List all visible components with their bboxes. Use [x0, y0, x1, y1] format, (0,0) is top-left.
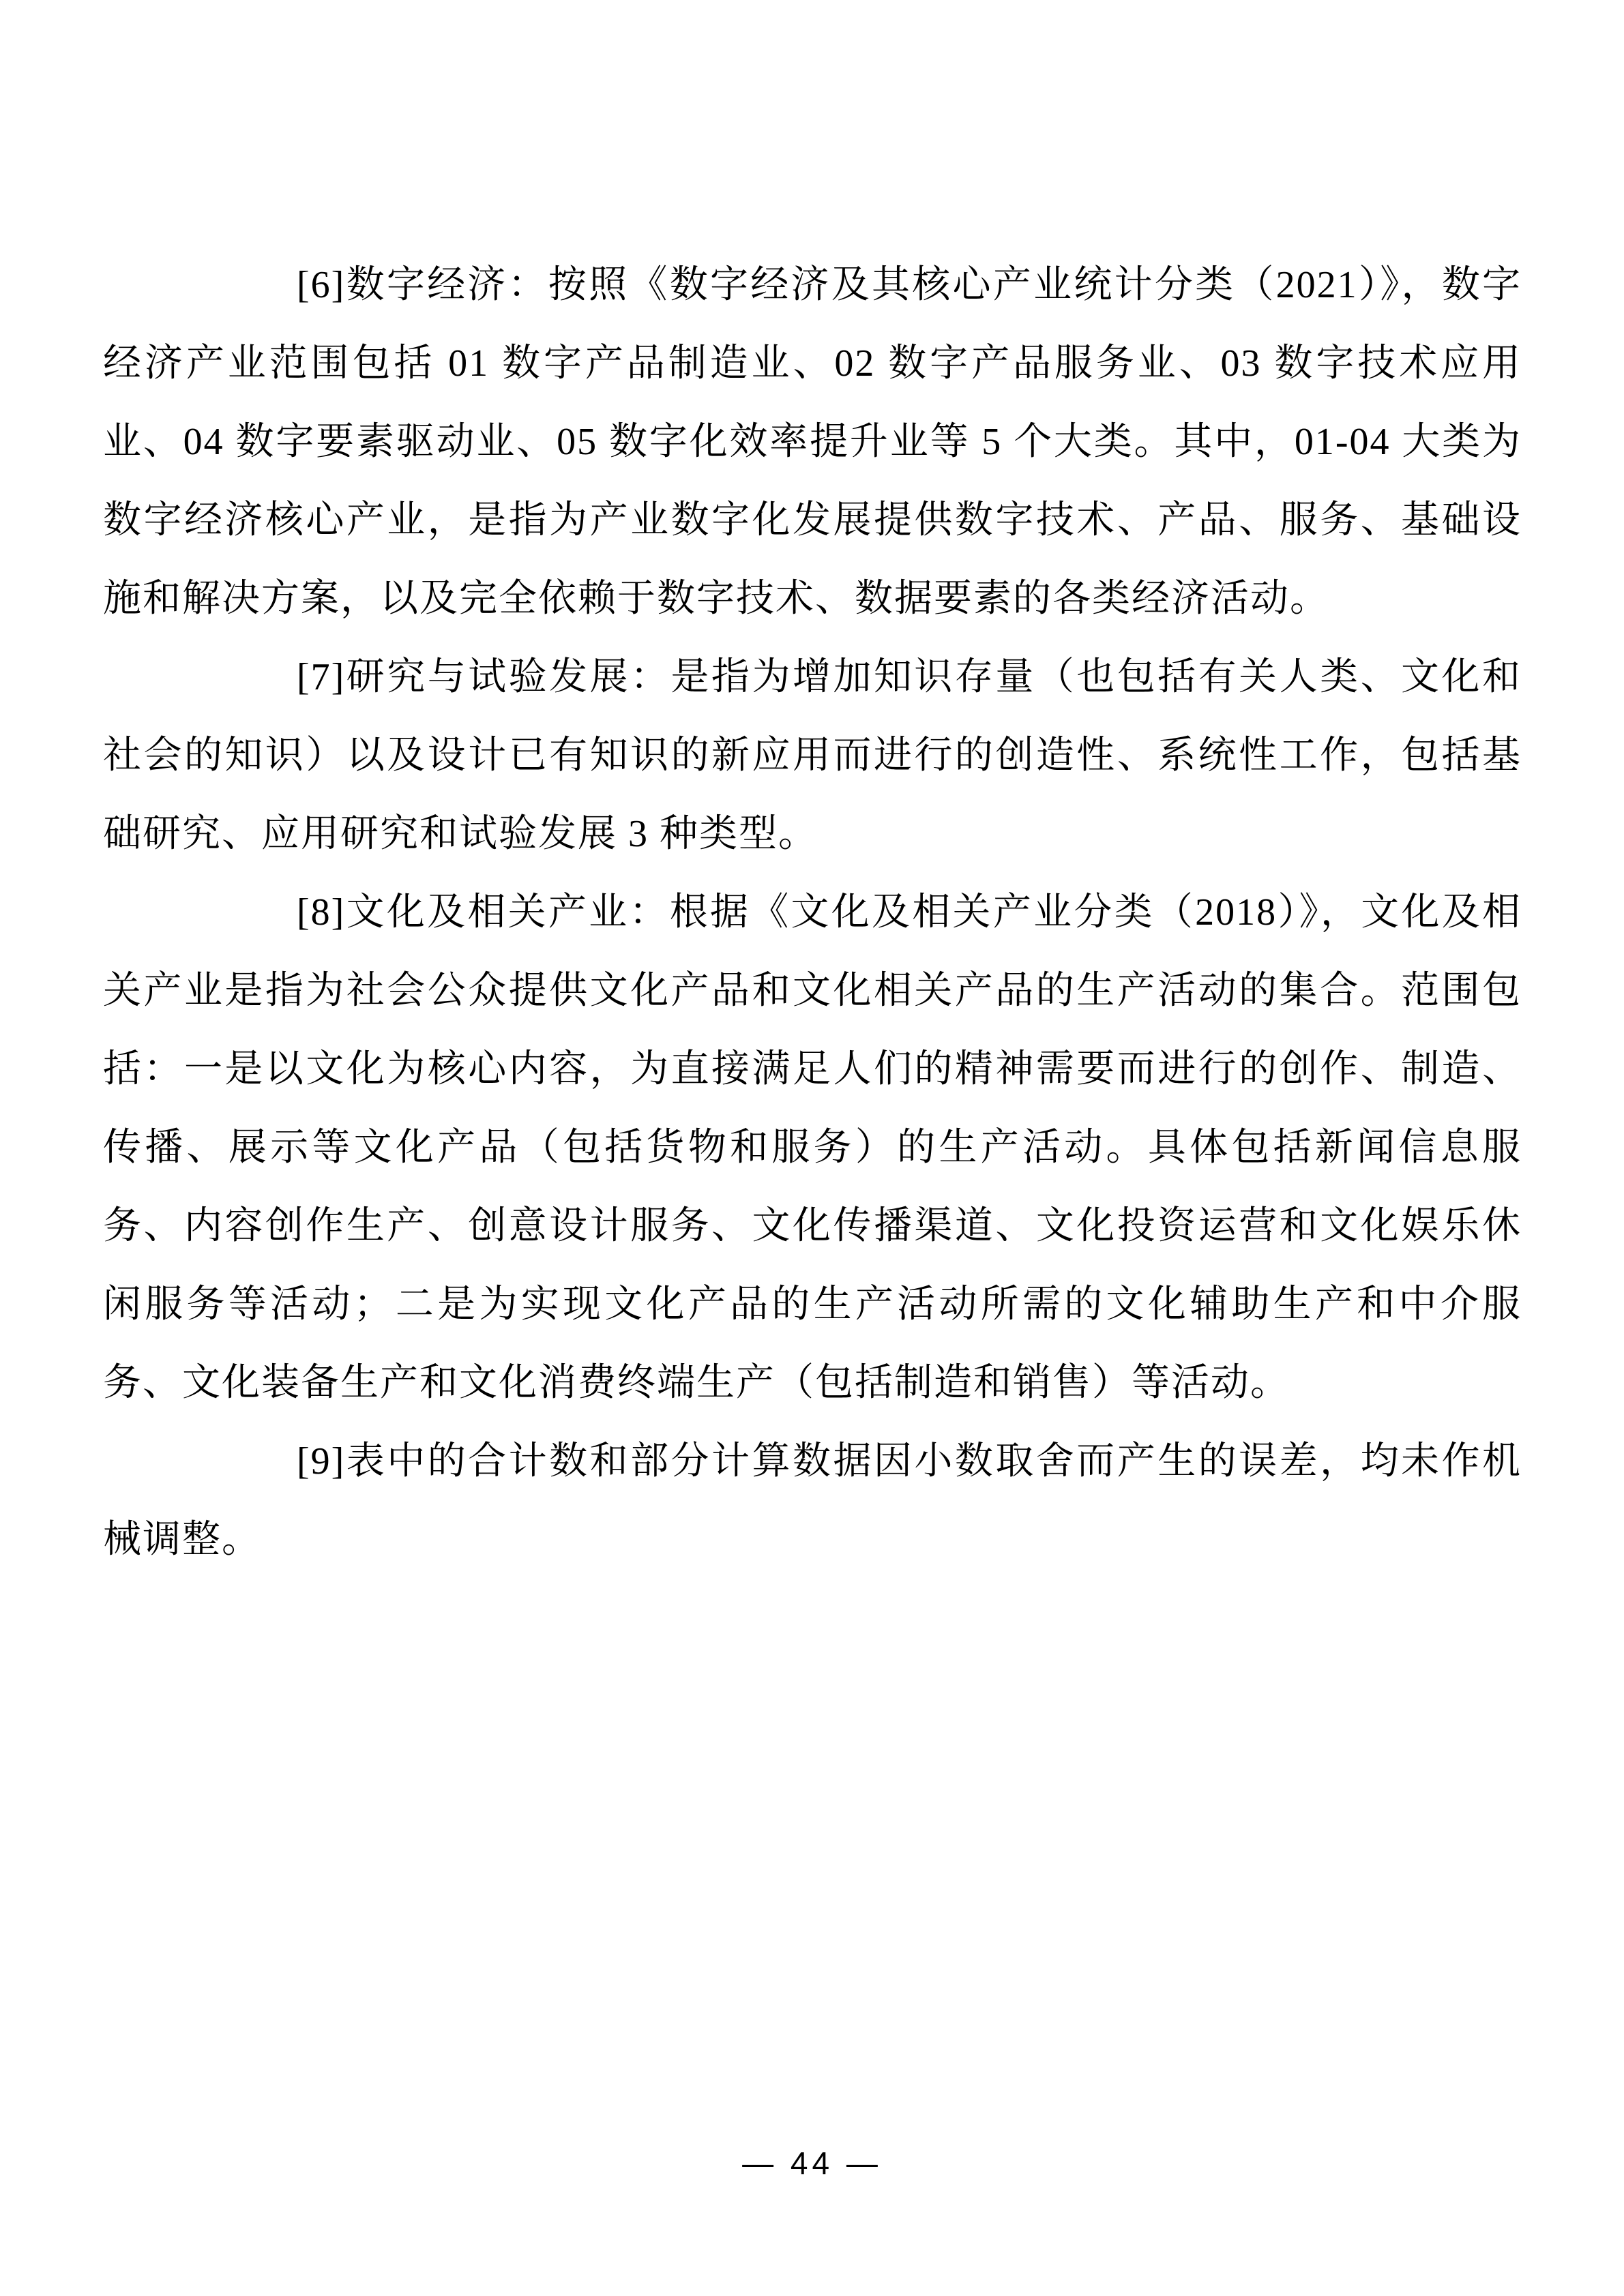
footnote-6-marker: [6]	[297, 264, 346, 306]
footnote-9	[103, 1422, 1522, 1579]
footnote-9-marker: [9]	[297, 1440, 346, 1482]
footnote-7-text: 研究与试验发展：是指为增加知识存量（也包括有关人类、文化和社会的知识）以及设计已有知识的新应用而进行的创造性、系统性工作，包括基础研究、应用研究和试验发展 3 种类型。	[103, 656, 1522, 855]
footnote-6-text: 数字经济：按照《数字经济及其核心产业统计分类（2021）》，数字经济产业范围包括 01 数字产品制造业、02 数字产品服务业、03 数字技术应用业、04 数字要素驱动业、05 数字化效率提升业等 5 个大类。其中，01-04 大类为数字经济核心产业，是指为产业数字化发展提供数字技术、产品、服务、基础设施和解决方案，以及完全依赖于数字技术、数据要素的各类经济活动。	[103, 264, 1522, 620]
footnote-9-text: 表中的合计数和部分计算数据因小数取舍而产生的误差，均未作机械调整。	[103, 1440, 1522, 1561]
footnote-7	[103, 638, 1522, 874]
page-number: — 44 —	[742, 2145, 882, 2181]
footnote-6	[103, 246, 1522, 638]
footnote-7-marker: [7]	[297, 656, 346, 698]
footnote-8-marker: [8]	[297, 891, 346, 934]
footnote-8-text: 文化及相关产业：根据《文化及相关产业分类（2018）》，文化及相关产业是指为社会公众提供文化产品和文化相关产品的生产活动的集合。范围包括：一是以文化为核心内容，为直接满足人们的精神需要而进行的创作、制造、传播、展示等文化产品（包括货物和服务）的生产活动。具体包括新闻信息服务、内容创作生产、创意设计服务、文化传播渠道、文化投资运营和文化娱乐休闲服务等活动；二是为实现文化产品的生产活动所需的文化辅助生产和中介服务、文化装备生产和文化消费终端生产（包括制造和销售）等活动。	[103, 891, 1522, 1404]
footnotes-section	[103, 246, 1522, 1579]
footnote-8	[103, 874, 1522, 1422]
